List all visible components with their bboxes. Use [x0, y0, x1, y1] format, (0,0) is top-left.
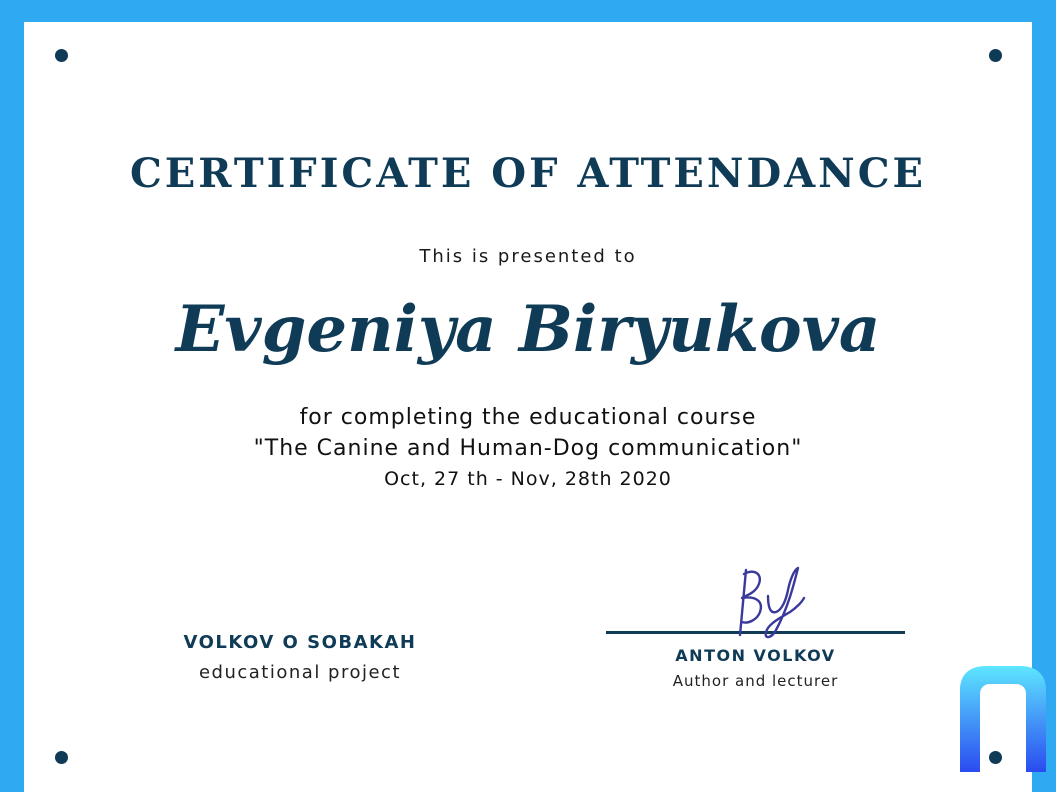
app-badge-icon — [956, 664, 1048, 772]
corner-dot-icon — [989, 49, 1002, 62]
organization-name: VOLKOV O SOBAKAH — [183, 632, 417, 653]
corner-dot-icon — [55, 49, 68, 62]
signer-name: ANTON VOLKOV — [675, 646, 836, 665]
organization-subtitle: educational project — [198, 662, 402, 683]
corner-dot-icon — [55, 751, 68, 764]
certificate-title: CERTIFICATE OF ATTENDANCE — [129, 150, 927, 197]
recipient-name: Evgeniya Biryukova — [175, 292, 881, 367]
course-line: for completing the educational course — [299, 405, 757, 430]
signature-icon — [724, 560, 814, 650]
presented-to-text: This is presented to — [419, 246, 637, 267]
course-title: "The Canine and Human-Dog communication" — [253, 436, 803, 461]
course-dates: Oct, 27 th - Nov, 28th 2020 — [384, 468, 672, 490]
signer-role: Author and lecturer — [672, 672, 839, 690]
